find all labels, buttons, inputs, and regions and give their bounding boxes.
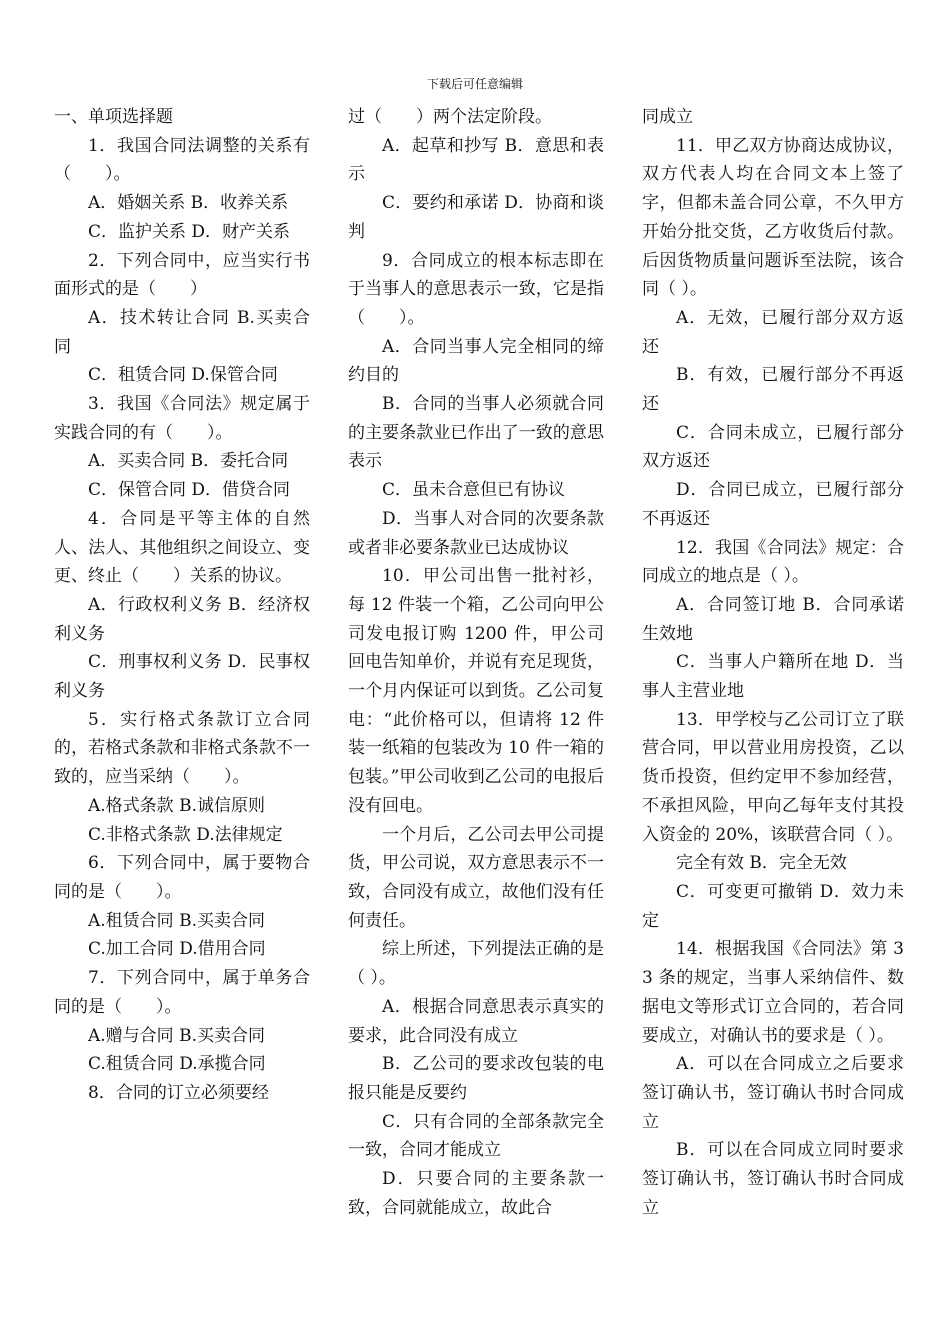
paragraph: C．合同未成立，已履行部分双方返还 — [642, 422, 904, 472]
paragraph: 3．我国《合同法》规定属于实践合同的有（ ）。 — [54, 394, 310, 443]
paragraph: 9．合同成立的根本标志即在于当事人的意思表示一致，它是指（ ）。 — [348, 250, 604, 328]
paragraph: 7．下列合同中，属于单务合同的是（ ）。 — [54, 968, 310, 1017]
paragraph: C．当事人户籍所在地 D．当事人主营业地 — [642, 652, 904, 702]
paragraph: 4．合同是平等主体的自然人、法人、其他组织之间设立、变更、终止（ ）关系的协议。 — [54, 508, 310, 587]
paragraph: 14．根据我国《合同法》第 33 条的规定，当事人采纳信件、数据电文等形式订立合同的，若合同要成立，对确认书的要求是（ ）。 — [642, 939, 904, 1046]
paragraph: C．可变更可撤销 D．效力未定 — [642, 881, 904, 931]
paragraph: A．无效，已履行部分双方返还 — [642, 307, 904, 357]
paragraph: C．只有合同的全部条款完全一致，合同才能成立 — [348, 1111, 604, 1161]
page-header: 下载后可任意编辑 — [426, 77, 523, 91]
paragraph: B．有效，已履行部分不再返还 — [642, 365, 904, 415]
paragraph: A．根据合同意思表示真实的要求，此合同没有成立 — [348, 996, 604, 1046]
paragraph: C.非格式条款 D.法律规定 — [88, 824, 283, 845]
paragraph: A.格式条款 B.诚信原则 — [88, 795, 265, 816]
paragraph: 一个月后，乙公司去甲公司提货，甲公司说，双方意思表示不一致，合同没有成立，故他们没有任何责任。 — [348, 824, 604, 931]
paragraph: A.赠与合同 B.买卖合同 — [88, 1025, 265, 1046]
paragraph: 综上所述，下列提法正确的是（ ）。 — [348, 939, 604, 989]
paragraph: 13．甲学校与乙公司订立了联营合同，甲以营业用房投资，乙以货币投资，但约定甲不参加经营，不承担风险，甲向乙每年支付其投入资金的 20%，该联营合同（ ）。 — [642, 709, 904, 845]
paragraph: B．可以在合同成立同时要求签订确认书，签订确认书时合同成立 — [642, 1140, 904, 1218]
paragraph: C．要约和承诺 D．协商和谈判 — [348, 193, 604, 242]
paragraph: 同成立 — [642, 107, 693, 127]
paragraph: 8．合同的订立必须要经 — [88, 1082, 269, 1103]
paragraph: C．虽未合意但已有协议 — [382, 480, 566, 501]
paragraph: C.加工合同 D.借用合同 — [88, 939, 266, 960]
paragraph: A．技术转让合同 B.买卖合同 — [54, 307, 310, 357]
paragraph: 11．甲乙双方协商达成协议，双方代表人均在合同文本上签了字，但都未盖合同公章，不久甲方开始分批交货，乙方收货后付款。后因货物质量问题诉至法院，该合同（ ）。 — [642, 135, 904, 300]
column-2 — [348, 103, 604, 1222]
paragraph: C．保管合同 D．借贷合同 — [88, 480, 291, 501]
paragraph: 一、单项选择题 — [54, 107, 173, 127]
paragraph: 6．下列合同中，属于要物合同的是（ ）。 — [54, 853, 310, 902]
column-3 — [642, 103, 904, 1222]
paragraph: 12．我国《合同法》规定：合同成立的地点是（ ）。 — [642, 537, 904, 587]
column-1 — [54, 103, 310, 1108]
paragraph: D．只要合同的主要条款一致，合同就能成立，故此合 — [348, 1169, 604, 1218]
paragraph: A．合同签订地 B．合同承诺生效地 — [642, 594, 904, 644]
paragraph: A．合同当事人完全相同的缔约目的 — [348, 336, 604, 386]
paragraph: C．租赁合同 D.保管合同 — [88, 365, 278, 386]
paragraph: A．起草和抄写 B．意思和表示 — [348, 135, 604, 185]
paragraph: D．合同已成立，已履行部分不再返还 — [642, 480, 904, 529]
paragraph: A．行政权利义务 B．经济权利义务 — [54, 594, 310, 644]
paragraph: 5．实行格式条款订立合同的，若格式条款和非格式条款不一致的，应当采纳（ ）。 — [54, 709, 310, 788]
paragraph: C．刑事权利义务 D．民事权利义务 — [54, 652, 310, 702]
paragraph: A．可以在合同成立之后要求签订确认书，签订确认书时合同成立 — [642, 1054, 904, 1132]
paragraph: D．当事人对合同的次要条款或者非必要条款业已达成协议 — [348, 508, 604, 558]
paragraph: A．婚姻关系 B．收养关系 — [88, 193, 289, 214]
paragraph: 完全有效 B．完全无效 — [676, 853, 847, 874]
paragraph: 过（ ）两个法定阶段。 — [348, 107, 552, 127]
paragraph: C．监护关系 D．财产关系 — [88, 221, 291, 242]
paragraph: 10．甲公司出售一批衬衫，每 12 件装一个箱，乙公司向甲公司发电报订购 1200 件，甲公司回电告知单价，并说有充足现货，一个月内保证可以到货。乙公司复电：“此价格可以，但请将 12 件装一纸箱的包装改为 10 件一箱的包装。”甲公司收到乙公司的电报后没有回电。 — [348, 566, 604, 816]
paragraph: B．合同的当事人必须就合同的主要条款业已作出了一致的意思表示 — [348, 394, 604, 472]
paragraph: C.租赁合同 D.承揽合同 — [88, 1054, 266, 1075]
paragraph: 2．下列合同中，应当实行书面形式的是（ ） — [54, 250, 310, 300]
paragraph: A．买卖合同 B．委托合同 — [88, 451, 289, 472]
paragraph: B．乙公司的要求改包装的电报只能是反要约 — [348, 1054, 604, 1103]
paragraph: A.租赁合同 B.买卖合同 — [88, 910, 265, 931]
paragraph: 1．我国合同法调整的关系有（ ）。 — [54, 135, 310, 185]
